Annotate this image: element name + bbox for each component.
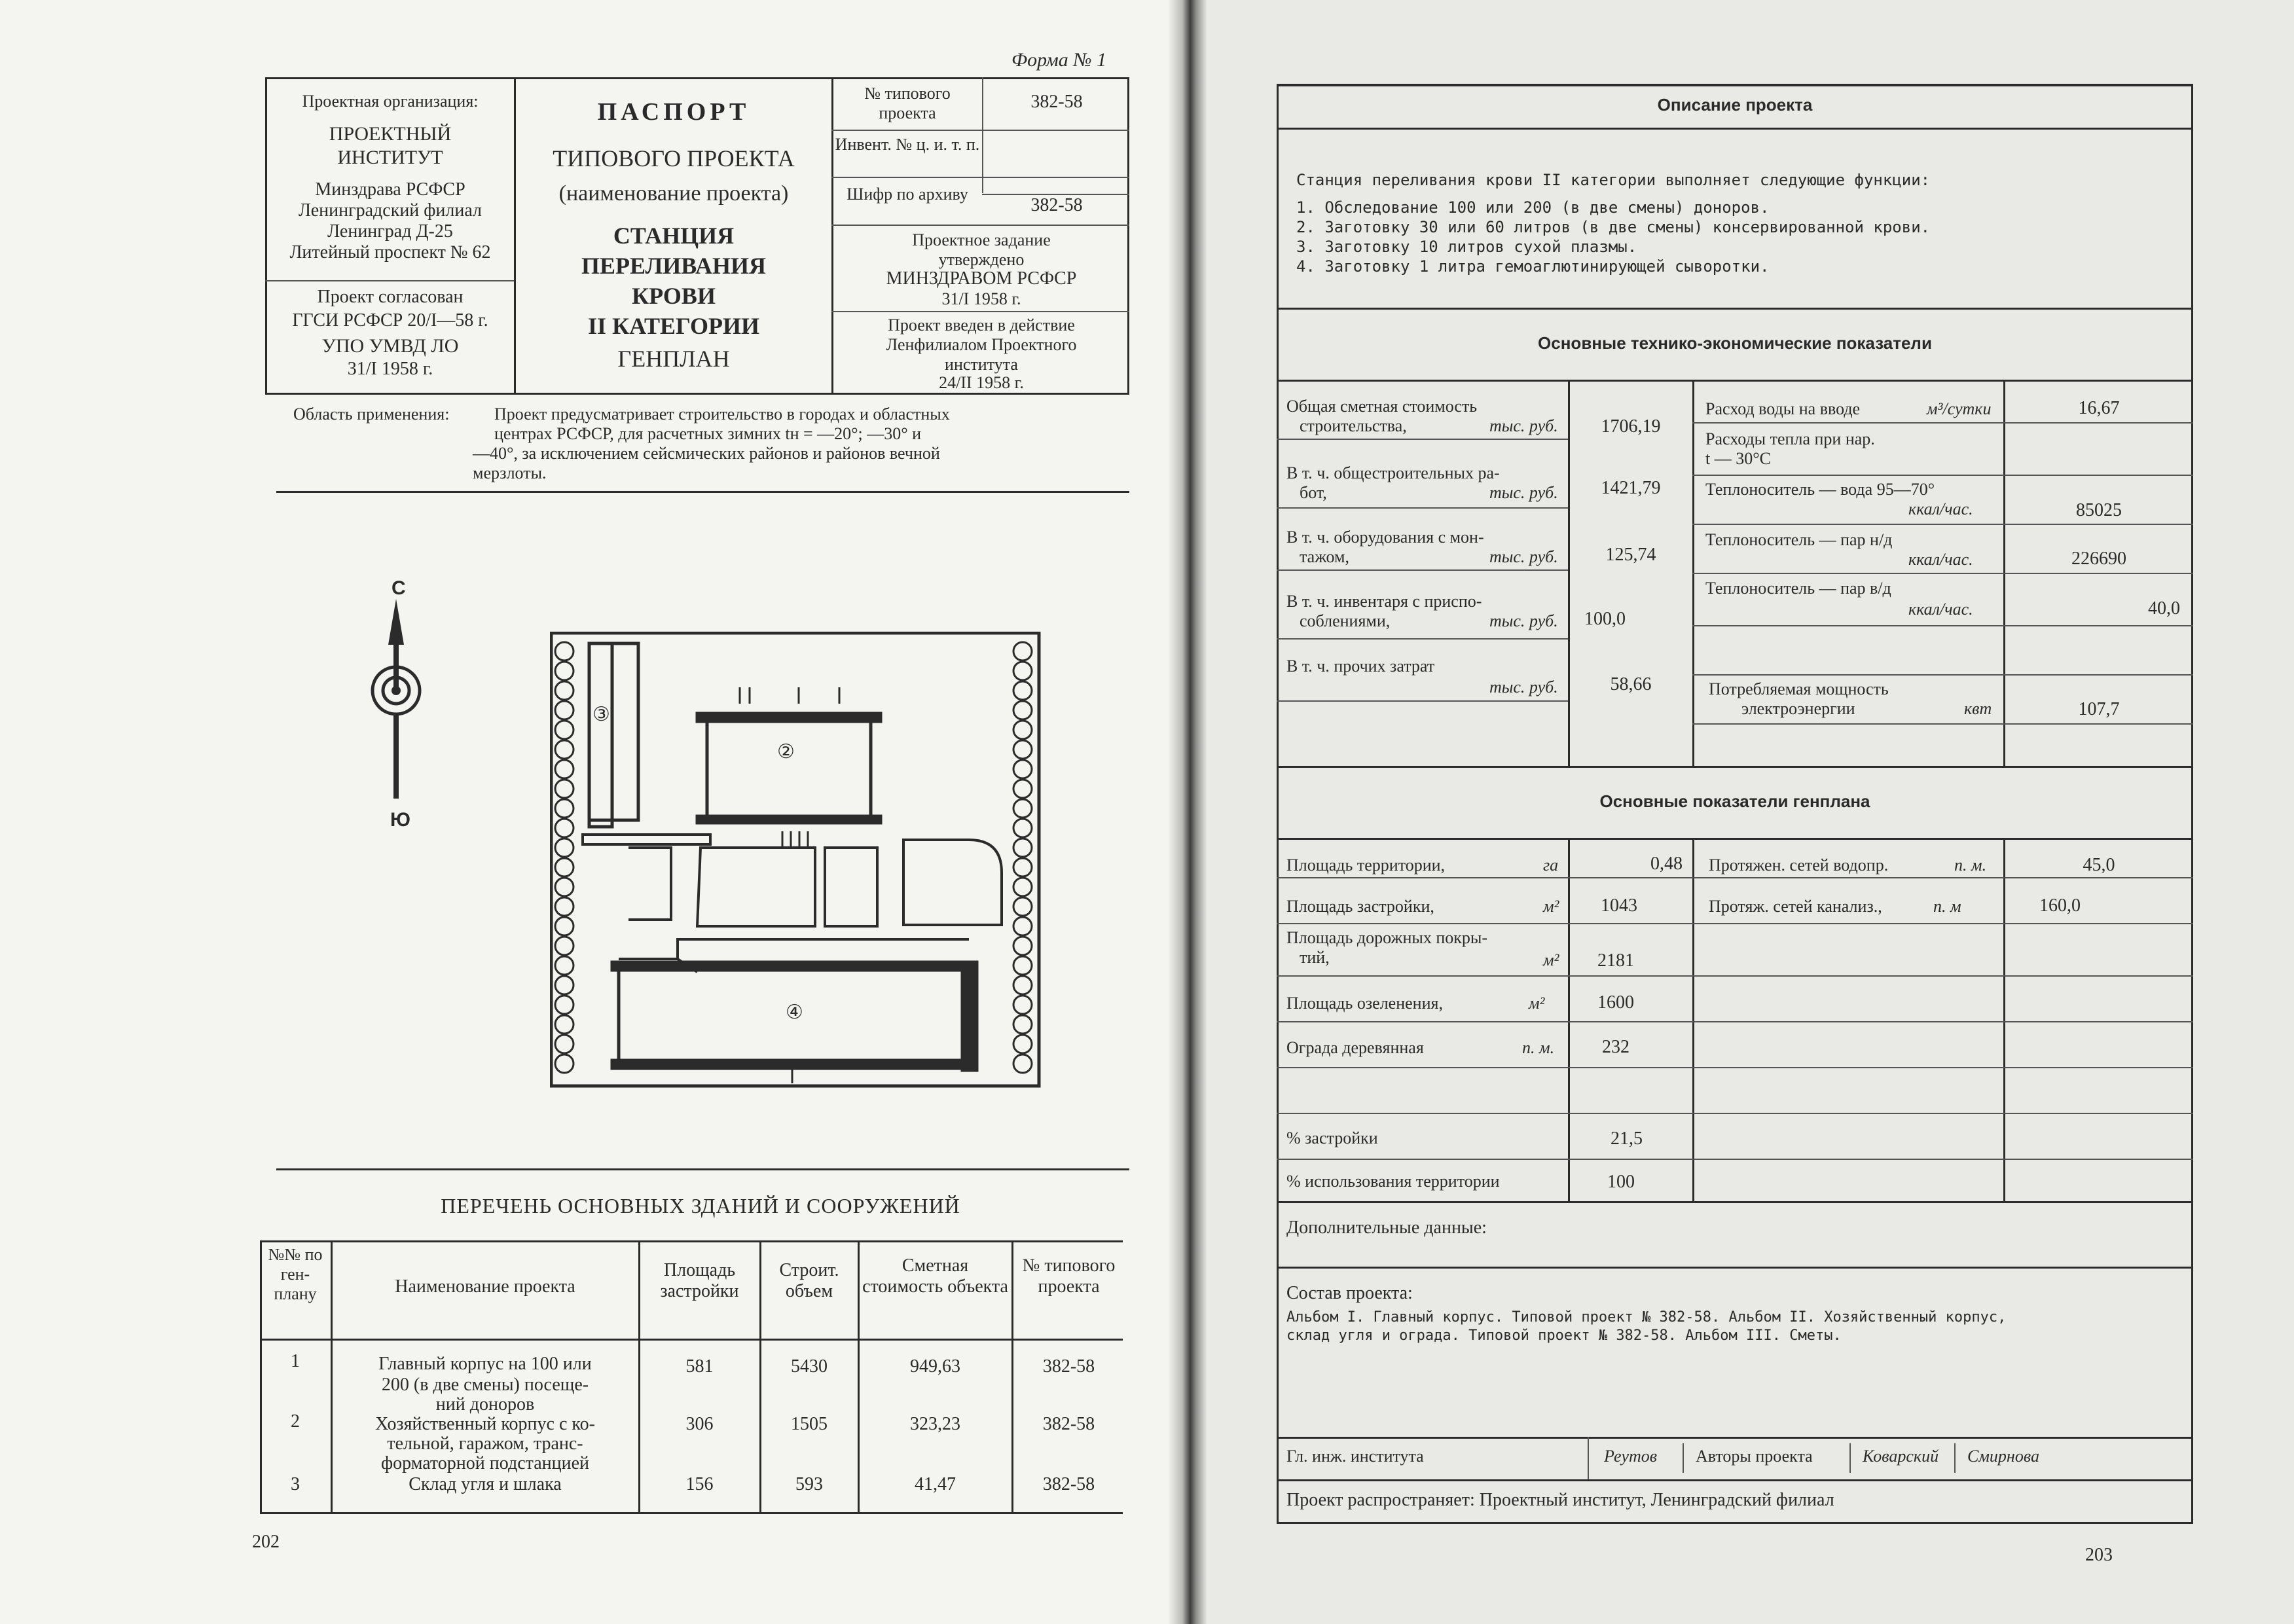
intro-3: института: [945, 355, 1018, 374]
plan-unit: м²: [1529, 994, 1545, 1013]
tech-right-label: Теплоноситель — пар в/д: [1705, 579, 1891, 598]
tech-label: В т. ч. инвентаря с приспо-: [1286, 592, 1482, 611]
row-area: 156: [685, 1474, 714, 1494]
tech-right-label: Потребляемая мощность: [1709, 679, 1889, 698]
tech-label: Общая сметная стоимость: [1286, 397, 1478, 416]
org-name-1: ПРОЕКТНЫЙ: [329, 123, 452, 145]
plan-value: 1043: [1601, 895, 1637, 916]
road-network: [583, 835, 1002, 972]
col-header-type: № типового проекта: [1022, 1255, 1116, 1297]
task-1: Проектное задание: [912, 230, 1051, 249]
plan-label: Площадь дорожных покры-: [1286, 928, 1487, 947]
chief-engineer-label: Гл. инж. института: [1286, 1447, 1424, 1466]
plan-right-value: 45,0: [2083, 855, 2115, 875]
plan-value: 21,5: [1611, 1128, 1643, 1149]
intro-1: Проект введен в действие: [888, 316, 1075, 334]
tech-right-unit: квт: [1964, 699, 1992, 718]
tree-row-right: [1013, 642, 1032, 1073]
tech-label-2: соблениями,: [1300, 611, 1391, 630]
compass-south-label: Ю: [390, 809, 410, 831]
composition-line: Альбом I. Главный корпус. Типовой проект № 382-58. Альбом II. Хозяйственный корпус,: [1286, 1309, 2007, 1326]
row-name: Главный корпус на 100 или: [378, 1354, 592, 1374]
plan-value: 2181: [1597, 950, 1634, 971]
tech-right-unit: м³/сутки: [1927, 399, 1992, 418]
task-4: 31/I 1958 г.: [941, 289, 1021, 308]
plan-right-unit: п. м: [1933, 897, 1961, 916]
row-type: 382-58: [1042, 1414, 1095, 1434]
row-area: 306: [685, 1414, 714, 1434]
row-cost: 323,23: [910, 1414, 960, 1434]
org-addr-2: Ленинградский филиал: [298, 200, 482, 221]
plan-label-2: тий,: [1300, 948, 1330, 967]
tech-unit: тыс. руб.: [1489, 483, 1558, 502]
desc-title: Описание проекта: [1657, 95, 1813, 115]
inventory-label: Инвент. № ц. и. т. п.: [835, 135, 980, 154]
row-type: 382-58: [1042, 1356, 1095, 1377]
row-cost: 949,63: [910, 1356, 960, 1377]
plan-right-value: 160,0: [2039, 895, 2081, 916]
plan-label: Площадь территории,: [1286, 856, 1446, 875]
page-number-left: 202: [252, 1532, 280, 1552]
tech-label-2: тажом,: [1300, 547, 1349, 566]
tech-unit: тыс. руб.: [1489, 677, 1558, 696]
org-addr-1: Минздрава РСФСР: [315, 179, 465, 200]
page-number-right: 203: [2085, 1545, 2113, 1565]
tech-right-unit: ккал/час.: [1908, 499, 1973, 518]
row-no: 1: [291, 1351, 300, 1371]
row-type: 382-58: [1042, 1474, 1095, 1494]
col-header-volume: Строит. объем: [779, 1260, 839, 1302]
agreed-2: ГГСИ РСФСР 20/I—58 г.: [292, 310, 488, 331]
additional-label: Дополнительные данные:: [1286, 1218, 1487, 1238]
row-area: 581: [685, 1356, 714, 1377]
tech-label: В т. ч. общестроительных ра-: [1286, 463, 1500, 482]
tech-right-unit: ккал/час.: [1908, 600, 1973, 619]
agreed-1: Проект согласован: [317, 287, 464, 307]
project-name-2: ПЕРЕЛИВАНИЯ: [581, 253, 767, 279]
plan-label-4: ④: [786, 1001, 803, 1023]
scope-line-3: —40°, за исключением сейсмических районов и районов вечной: [473, 444, 940, 463]
row-volume: 5430: [791, 1356, 828, 1377]
tech-label: В т. ч. оборудования с мон-: [1286, 528, 1484, 547]
tech-unit: тыс. руб.: [1489, 416, 1558, 435]
buildings-title: ПЕРЕЧЕНЬ ОСНОВНЫХ ЗДАНИЙ И СООРУЖЕНИЙ: [441, 1194, 960, 1218]
plan-value: 1600: [1597, 992, 1634, 1013]
cipher-label: Шифр по архиву: [847, 185, 968, 204]
tech-right-label-2: электроэнергии: [1741, 699, 1855, 718]
desc-item: 1. Обследование 100 или 200 (в две смены) доноров.: [1296, 198, 1770, 217]
plan-unit: га: [1543, 856, 1559, 875]
desc-intro: Станция переливания крови II категории выполняет следующие функции:: [1296, 171, 1931, 189]
building-3: [589, 643, 638, 827]
plan-label: Площадь застройки,: [1286, 897, 1434, 916]
row-volume: 593: [795, 1474, 823, 1494]
desc-item: 2. Заготовку 30 или 60 литров (в две смены) консервированной крови.: [1296, 218, 1931, 236]
task-3: МИНЗДРАВОМ РСФСР: [886, 268, 1077, 289]
row-name: форматорной подстанцией: [380, 1453, 589, 1473]
tech-right-value: 226690: [2071, 549, 2126, 569]
type-no-value: 382-58: [1030, 92, 1083, 112]
tech-label-2: строительства,: [1300, 416, 1407, 435]
tech-right-value: 85025: [2076, 500, 2122, 520]
composition-line: склад угля и ограда. Типовой проект № 382-58. Альбом III. Сметы.: [1286, 1327, 1842, 1344]
plan-label-2: ②: [777, 741, 795, 763]
project-name-5: ГЕНПЛАН: [617, 346, 730, 372]
authors-label: Авторы проекта: [1696, 1447, 1813, 1466]
row-no: 2: [291, 1411, 300, 1432]
row-no: 3: [291, 1474, 300, 1494]
tech-right-value: 16,67: [2078, 398, 2120, 418]
agreed-4: 31/I 1958 г.: [347, 359, 433, 379]
org-addr-3: Ленинград Д-25: [327, 221, 453, 242]
col-header-cost: Сметная стоимость объекта: [862, 1255, 1008, 1297]
form-number: Форма № 1: [1011, 49, 1107, 71]
org-name-2: ИНСТИТУТ: [337, 147, 443, 168]
tech-right-value: 107,7: [2078, 699, 2120, 719]
plan-right-label: Протяжен. сетей водопр.: [1709, 856, 1889, 875]
plan-value: 100: [1607, 1172, 1635, 1192]
tech-value: 1421,79: [1601, 478, 1661, 498]
tech-label-2: бот,: [1300, 483, 1327, 502]
compass-north-label: С: [391, 577, 406, 599]
row-name: ний доноров: [435, 1394, 535, 1415]
plan-label: Площадь озеленения,: [1286, 994, 1443, 1013]
row-cost: 41,47: [915, 1474, 956, 1494]
right-page: [1188, 0, 2294, 1624]
tech-right-unit: ккал/час.: [1908, 550, 1973, 569]
row-name: 200 (в две смены) посеще-: [381, 1375, 589, 1395]
intro-4: 24/II 1958 г.: [939, 373, 1024, 392]
org-label: Проектная организация:: [302, 92, 479, 111]
desc-item: 4. Заготовку 1 литра гемоаглютинирующей сыворотки.: [1296, 257, 1770, 276]
plan-label: % использования территории: [1286, 1172, 1500, 1191]
task-2: утверждено: [938, 250, 1025, 269]
tech-right-label-2: t — 30°C: [1705, 449, 1771, 468]
scope-label: Область применения:: [293, 405, 450, 424]
north-arrow-icon: [367, 599, 426, 815]
row-volume: 1505: [791, 1414, 828, 1434]
author-1: Коварский: [1863, 1447, 1939, 1466]
tech-right-label: Теплоноситель — пар н/д: [1705, 530, 1893, 549]
tech-right-label: Расходы тепла при нар.: [1705, 429, 1875, 448]
chief-engineer-signature: Реутов: [1604, 1447, 1658, 1466]
passport-title: ПАСПОРТ: [597, 98, 750, 126]
project-name-4: II КАТЕГОРИИ: [588, 313, 759, 339]
plan-unit: м²: [1543, 897, 1559, 916]
type-no-label: № типового проекта: [864, 84, 951, 122]
building-2: [697, 713, 881, 823]
passport-subtitle: ТИПОВОГО ПРОЕКТА: [553, 145, 795, 171]
desc-item: 3. Заготовку 10 литров сухой плазмы.: [1296, 238, 1637, 256]
tech-value: 100,0: [1584, 609, 1626, 629]
tech-label: В т. ч. прочих затрат: [1286, 657, 1435, 676]
tech-right-label: Расход воды на вводе: [1705, 399, 1861, 418]
tech-unit: тыс. руб.: [1489, 547, 1558, 566]
col-header-area: Площадь застройки: [660, 1260, 739, 1302]
plan-label-3: ③: [592, 704, 610, 725]
project-name-1: СТАНЦИЯ: [613, 223, 735, 249]
scope-line-1: Проект предусматривает строительство в городах и областных: [494, 405, 950, 424]
plan-right-unit: п. м.: [1954, 856, 1987, 875]
col-header-name: Наименование проекта: [395, 1276, 575, 1297]
scope-line-4: мерзлоты.: [473, 463, 547, 482]
cipher-value: 382-58: [1030, 195, 1083, 215]
plan-label: Ограда деревянная: [1286, 1038, 1424, 1057]
tech-value: 1706,19: [1601, 416, 1661, 437]
composition-label: Состав проекта:: [1286, 1283, 1413, 1303]
row-name: Склад угля и шлака: [409, 1474, 562, 1494]
tech-right-label: Теплоноситель — вода 95—70°: [1705, 480, 1935, 499]
row-name: тельной, гаражом, транс-: [387, 1434, 583, 1454]
plan-unit: м²: [1543, 950, 1559, 969]
scope-line-2: центрах РСФСР, для расчетных зимних tн = —20°; —30° и: [494, 424, 922, 443]
intro-2: Ленфилиалом Проектного: [886, 335, 1077, 354]
passport-subtitle-note: (наименование проекта): [558, 181, 789, 206]
plan-value: 232: [1602, 1037, 1629, 1057]
col-header-no: №№ по ген- плану: [268, 1245, 323, 1303]
plan-label: % застройки: [1286, 1128, 1378, 1147]
tech-title: Основные технико-экономические показатели: [1538, 333, 1932, 353]
tech-unit: тыс. руб.: [1489, 611, 1558, 630]
agreed-3: УПО УМВД ЛО: [321, 335, 459, 357]
plan-right-label: Протяж. сетей канализ.,: [1709, 897, 1882, 916]
project-name-3: КРОВИ: [632, 283, 716, 309]
row-name: Хозяйственный корпус с ко-: [375, 1414, 595, 1434]
plan-value: 0,48: [1650, 854, 1683, 874]
tech-right-value: 40,0: [2148, 598, 2180, 619]
author-2: Смирнова: [1967, 1447, 2039, 1466]
org-addr-4: Литейный проспект № 62: [289, 242, 491, 262]
tree-row-left: [555, 642, 574, 1073]
tech-value: 125,74: [1605, 545, 1656, 565]
distributor: Проект распространяет: Проектный институт, Ленинградский филиал: [1286, 1490, 1834, 1510]
tech-value: 58,66: [1610, 674, 1652, 695]
plan-title: Основные показатели генплана: [1599, 791, 1870, 811]
plan-unit: п. м.: [1522, 1038, 1555, 1057]
